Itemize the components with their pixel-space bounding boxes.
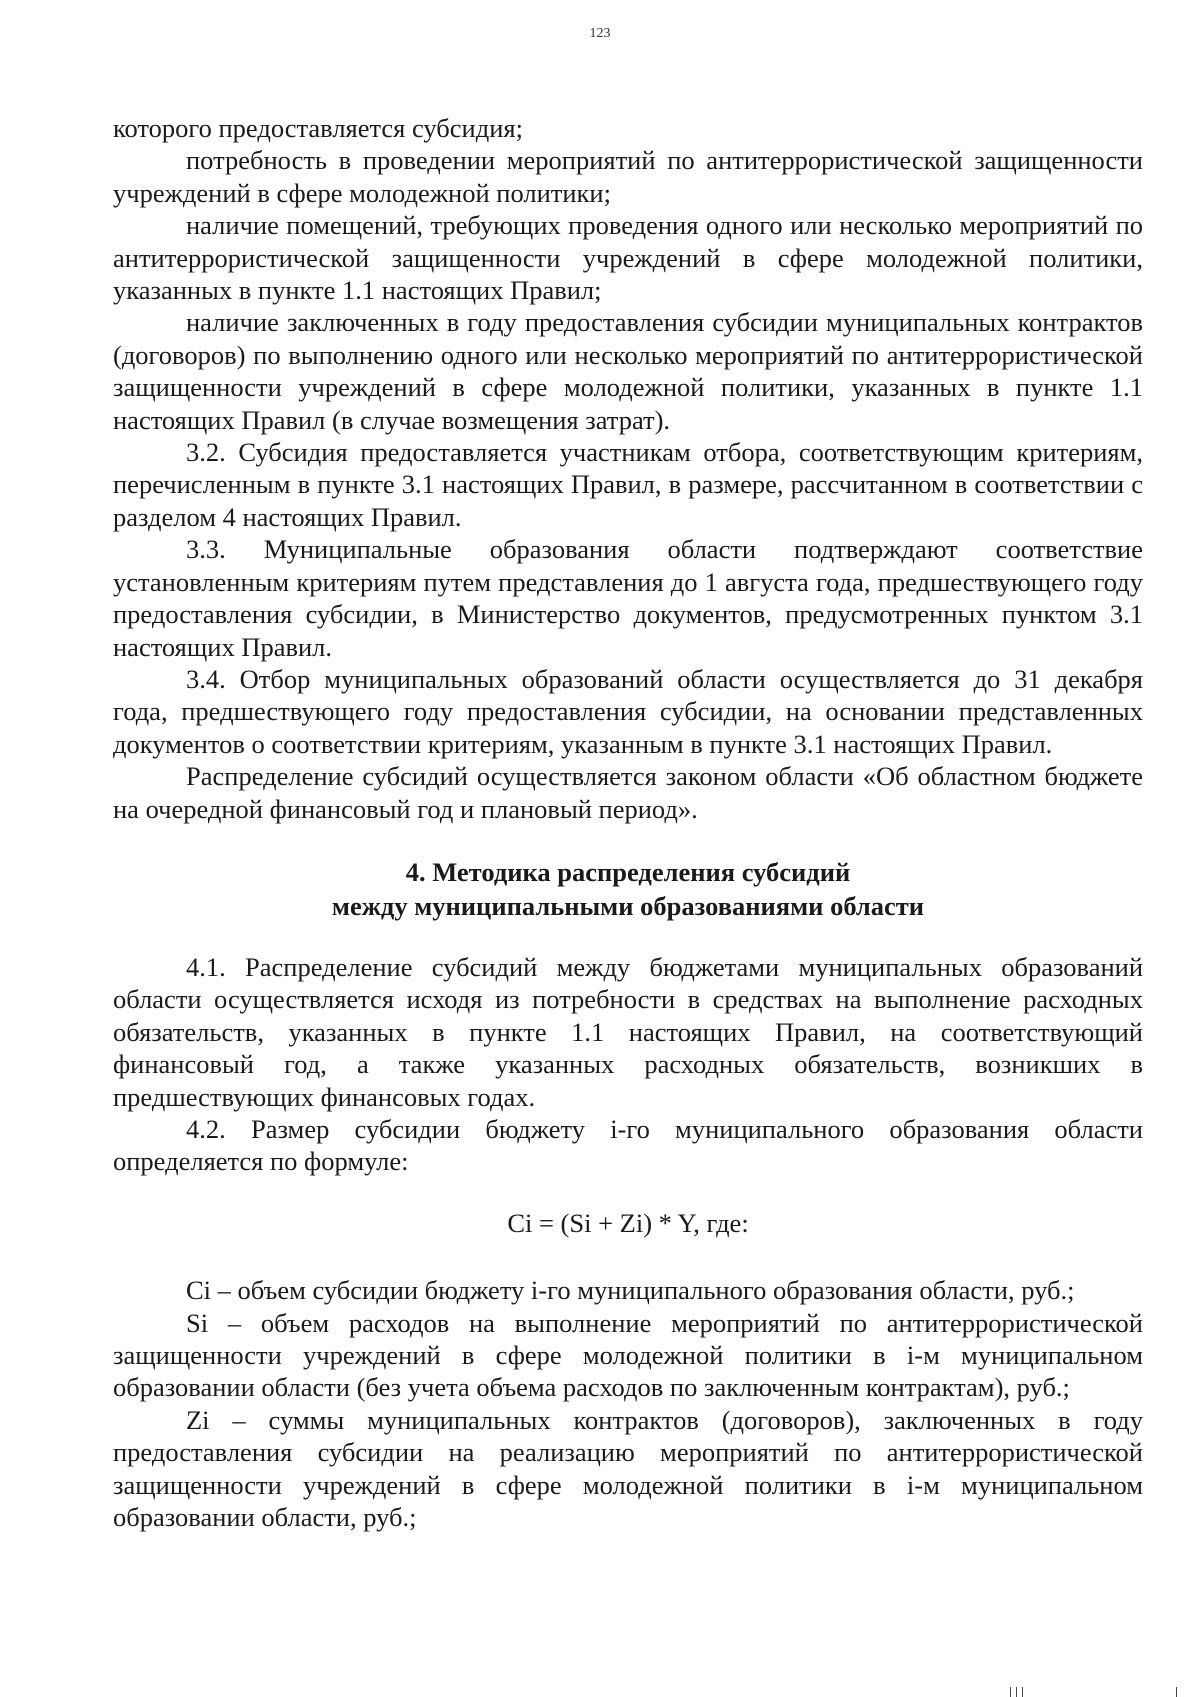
scan-artifact-mark [1176,1687,1177,1697]
paragraph-3-2: 3.2. Субсидия предоставляется участникам отбора, соответствующим критериям, перечисленным в пункте 3.1 настоящих Правил, в размере, рассчитанном в соответствии с разделом 4 настоящих Правил. [113,437,1143,532]
section-heading-line-1: 4. Методика распределения субсидий [405,856,851,887]
paragraph-4-1: 4.1. Распределение субсидий между бюджетами муниципальных образований области осуществляется исходя из потребности в средствах на выполнение расходных обязательств, указанных в пункте 1.1 настоящих Правил, на соответствующий финансовый год, а также указанных расходных обязательств, возникших в предшествующих финансовых годах. [113,951,1143,1112]
section-4-methodology [113,951,1143,1534]
paragraph-distribution-law: Распределение субсидий осуществляется законом области «Об областном бюджете на очередной финансовый год и плановый период». [113,761,1143,824]
paragraph-premises: наличие помещений, требующих проведения одного или несколько мероприятий по антитеррористической защищенности учреждений в сфере молодежной политики, указанных в пункте 1.1 настоящих Правил; [113,210,1143,306]
scan-artifact-mark [1022,1687,1023,1697]
section-3-criteria [113,112,1143,825]
definition-zi: Zi – суммы муниципальных контрактов (договоров), заключенных в году предоставления субсидии на реализацию мероприятий по антитеррористической защищенности учреждений в сфере молодежной политики в i-м муниципальном образовании области, руб.; [113,1404,1143,1533]
paragraph-need-measures: потребность в проведении мероприятий по антитеррористической защищенности учреждений в сфере молодежной политики; [113,145,1143,208]
paragraph-contracts: наличие заключенных в году предоставления субсидии муниципальных контрактов (договоров) по выполнению одного или несколько мероприятий по антитеррористической защищенности учреждений в сфере молодежной политики, указанных в пункте 1.1 настоящих Правил (в случае возмещения затрат). [113,307,1143,435]
scan-artifact-mark [1010,1687,1011,1697]
definition-ci: Ci – объем субсидии бюджету i-го муниципального образования области, руб.; [186,1275,1075,1306]
paragraph-3-3: 3.3. Муниципальные образования области подтверждают соответствие установленным критериям путем представления до 1 августа года, предшествующего году предоставления субсидии, в Министерство документов, предусмотренных пунктом 3.1 настоящих Правил. [113,534,1143,662]
paragraph-4-2: 4.2. Размер субсидии бюджету i-го муниципального образования области определяется по формуле: [113,1113,1143,1177]
paragraph-subsidy-recipient: которого предоставляется субсидия; [113,113,523,143]
section-4-heading [113,855,1143,923]
document-body [113,112,1143,1533]
scan-artifact-mark [1016,1687,1017,1697]
subsidy-formula: Ci = (Si + Zi) * Y, где: [507,1207,749,1238]
definition-si: Si – объем расходов на выполнение мероприятий по антитеррористической защищенности учреждений в сфере молодежной политики в i-м муниципальном образовании области (без учета объема расходов по заключенным контрактам), руб.; [113,1307,1143,1403]
section-heading-line-2: между муниципальными образованиями области [331,890,925,921]
page-number: 123 [589,26,611,41]
paragraph-3-4: 3.4. Отбор муниципальных образований области осуществляется до 31 декабря года, предшествующего году предоставления субсидии, на основании представленных документов о соответствии критериям, указанным в пункте 3.1 настоящих Правил. [113,663,1143,759]
